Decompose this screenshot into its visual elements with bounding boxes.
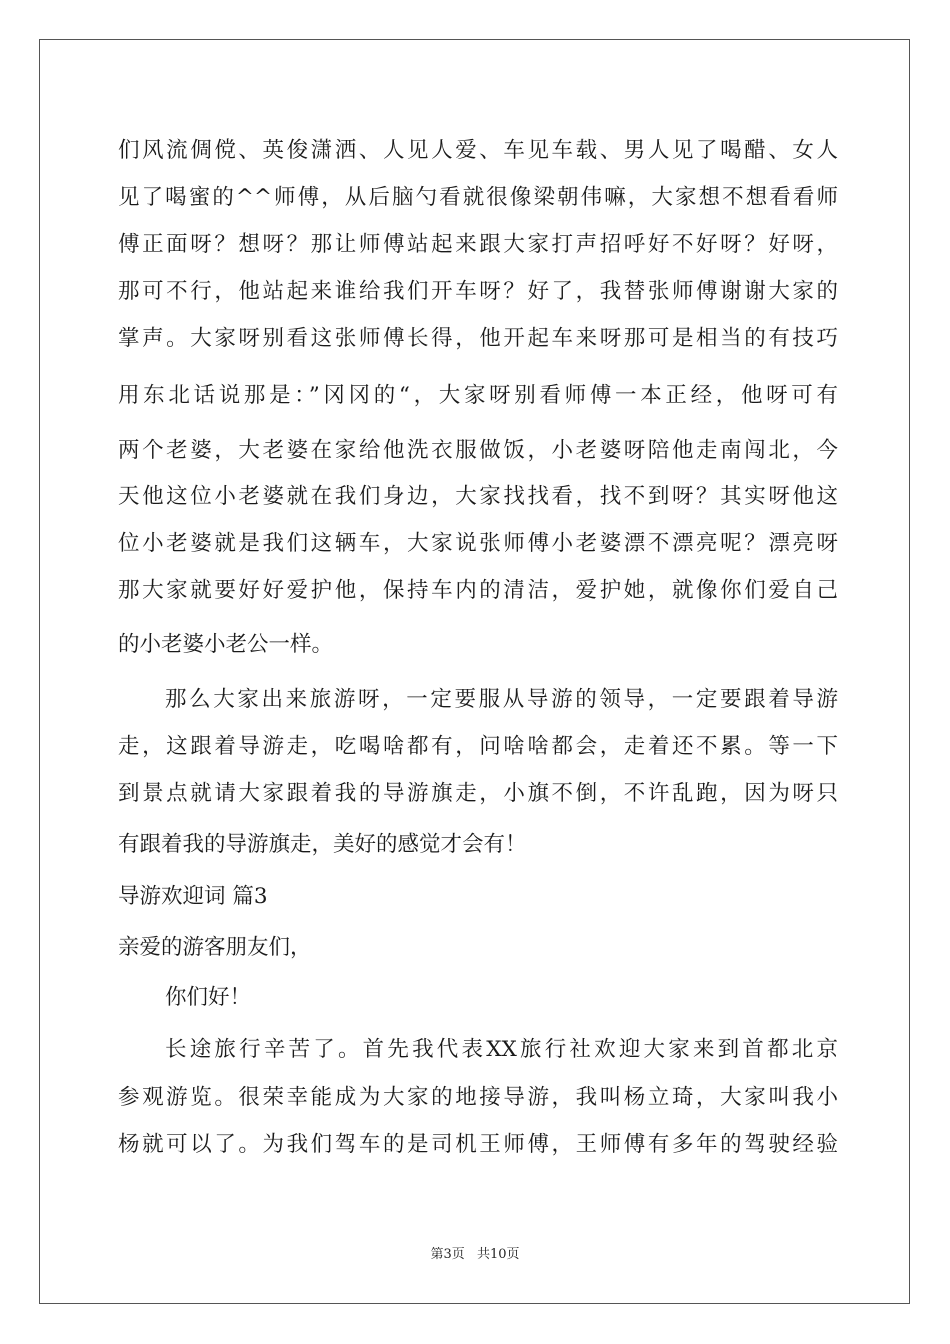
paragraph-line: 两个老婆，大老婆在家给他洗衣服做饭，小老婆呀陪他走南闯北，今: [118, 438, 838, 463]
paragraph-line: 走，这跟着导游走，吃喝啥都有，问啥啥都会，走着还不累。等一下: [118, 734, 838, 759]
page-total: 共10页: [476, 1247, 520, 1262]
paragraph-line: 到景点就请大家跟着我的导游旗走，小旗不倒，不许乱跑，因为呀只: [118, 781, 838, 806]
paragraph-line: 们风流倜傥、英俊潇洒、人见人爱、车见车载、男人见了喝醋、女人: [118, 138, 838, 163]
paragraph-line: 有跟着我的导游旗走，美好的感觉才会有！: [118, 832, 527, 857]
paragraph-line: 长途旅行辛苦了。首先我代表XX旅行社欢迎大家来到首都北京: [165, 1037, 838, 1062]
paragraph-line: 杨就可以了。为我们驾车的是司机王师傅，王师傅有多年的驾驶经验: [118, 1132, 838, 1157]
paragraph-line: 的小老婆小老公一样。: [118, 632, 334, 657]
paragraph-line: 那么大家出来旅游呀，一定要服从导游的领导，一定要跟着导游: [165, 687, 838, 712]
paragraph-line: 那大家就要好好爱护他，保持车内的清洁，爱护她，就像你们爱自己: [118, 578, 838, 603]
page-footer: [0, 1246, 950, 1264]
section-heading: 导游欢迎词 篇3: [118, 884, 268, 909]
paragraph-line: 那可不行，他站起来谁给我们开车呀？好了，我替张师傅谢谢大家的: [118, 279, 838, 304]
paragraph-line: 用东北话说那是：”冈冈的“，大家呀别看师傅一本正经，他呀可有: [118, 383, 838, 408]
paragraph-line: 天他这位小老婆就在我们身边，大家找找看，找不到呀？其实呀他这: [118, 484, 838, 509]
greeting: 你们好！: [165, 985, 252, 1010]
page-number: 第3页: [430, 1247, 465, 1262]
page-border: [39, 39, 910, 1304]
paragraph-line: 傅正面呀？想呀？那让师傅站起来跟大家打声招呼好不好呀？好呀，: [118, 232, 838, 257]
paragraph-line: 位小老婆就是我们这辆车，大家说张师傅小老婆漂不漂亮呢？漂亮呀: [118, 531, 838, 556]
salutation: 亲爱的游客朋友们，: [118, 935, 312, 960]
paragraph-line: 参观游览。很荣幸能成为大家的地接导游，我叫杨立琦，大家叫我小: [118, 1085, 838, 1110]
paragraph-line: 见了喝蜜的^^师傅，从后脑勺看就很像梁朝伟嘛，大家想不想看看师: [118, 185, 838, 210]
paragraph-line: 掌声。大家呀别看这张师傅长得，他开起车来呀那可是相当的有技巧: [118, 326, 838, 351]
